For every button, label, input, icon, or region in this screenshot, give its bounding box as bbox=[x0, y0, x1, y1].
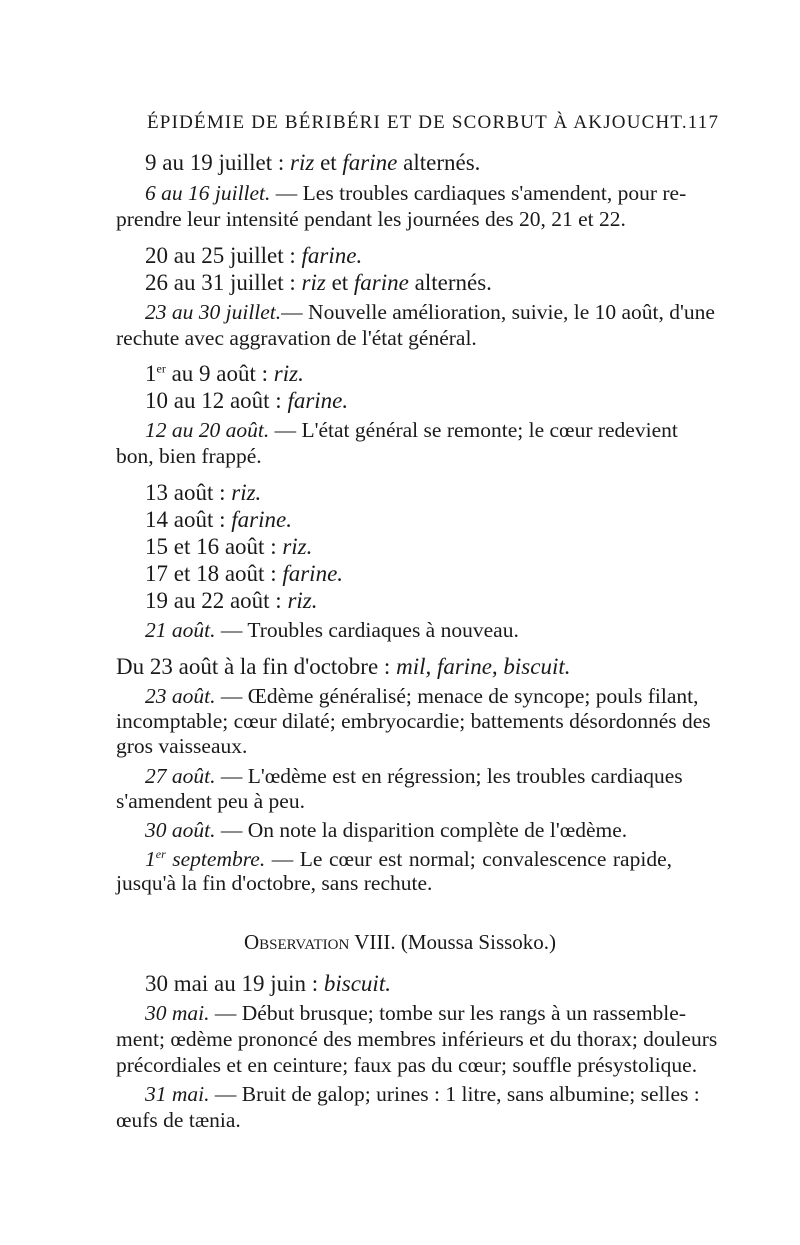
diet-entry: 30 mai au 19 juin : biscuit. bbox=[145, 971, 391, 996]
text-line: s'amendent peu à peu. bbox=[116, 789, 305, 813]
text-line: œufs de tænia. bbox=[116, 1108, 241, 1132]
diet-entry: Du 23 août à la fin d'octobre : mil, farine, biscuit. bbox=[116, 654, 571, 679]
text-line: 30 août. — On note la disparition complète de l'œdème. bbox=[145, 818, 628, 842]
diet-entry: 9 au 19 juillet : riz et farine alternés. bbox=[145, 150, 481, 175]
diet-entry: 20 au 25 juillet : farine. bbox=[145, 243, 363, 268]
text-line: incomptable; cœur dilaté; embryocardie; battements désordonnés des bbox=[116, 709, 711, 733]
diet-entry: 14 août : farine. bbox=[145, 507, 292, 532]
text-line: 23 août. — Œdème généralisé; menace de syncope; pouls filant, bbox=[145, 684, 699, 708]
running-header bbox=[147, 112, 720, 134]
text-line: 23 au 30 juillet.— Nouvelle amélioration, suivie, le 10 août, d'une bbox=[145, 300, 715, 324]
diet-entry: 1er au 9 août : riz. bbox=[145, 361, 304, 386]
diet-entry: 15 et 16 août : riz. bbox=[145, 534, 313, 559]
text-line: 30 mai. — Début brusque; tombe sur les rangs à un rassemble- bbox=[145, 1001, 686, 1025]
text-line: rechute avec aggravation de l'état général. bbox=[116, 326, 477, 350]
text-line: ment; œdème prononcé des membres inférieurs et du thorax; douleurs bbox=[116, 1027, 718, 1051]
diet-entry: 13 août : riz. bbox=[145, 480, 262, 505]
text-line: 12 au 20 août. — L'état général se remonte; le cœur redevient bbox=[145, 418, 678, 442]
text-line: précordiales et en ceinture; faux pas du cœur; souffle présystolique. bbox=[116, 1053, 698, 1077]
diet-entry: 17 et 18 août : farine. bbox=[145, 561, 344, 586]
diet-entry: 19 au 22 août : riz. bbox=[145, 588, 318, 613]
page-number: 117 bbox=[687, 112, 720, 133]
text-line: prendre leur intensité pendant les journées des 20, 21 et 22. bbox=[116, 207, 626, 231]
running-title: ÉPIDÉMIE DE BÉRIBÉRI ET DE SCORBUT À AKJOUCHT. bbox=[147, 112, 688, 133]
diet-entry: 10 au 12 août : farine. bbox=[145, 388, 349, 413]
diet-entry: 26 au 31 juillet : riz et farine alternés. bbox=[145, 270, 492, 295]
observation-heading: Observation VIII. (Moussa Sissoko.) bbox=[243, 930, 557, 954]
text-line: 31 mai. — Bruit de galop; urines : 1 litre, sans albumine; selles : bbox=[145, 1082, 700, 1106]
text-line: 27 août. — L'œdème est en régression; les troubles cardiaques bbox=[145, 764, 683, 788]
text-line: 21 août. — Troubles cardiaques à nouveau. bbox=[145, 618, 519, 642]
text-line: jusqu'à la fin d'octobre, sans rechute. bbox=[116, 871, 433, 895]
text-line: gros vaisseaux. bbox=[116, 734, 248, 758]
text-line: 6 au 16 juillet. — Les troubles cardiaques s'amendent, pour re- bbox=[145, 181, 687, 205]
text-line: 1er septembre. — Le cœur est normal; convalescence rapide, bbox=[145, 847, 672, 872]
text-line: bon, bien frappé. bbox=[116, 444, 262, 468]
